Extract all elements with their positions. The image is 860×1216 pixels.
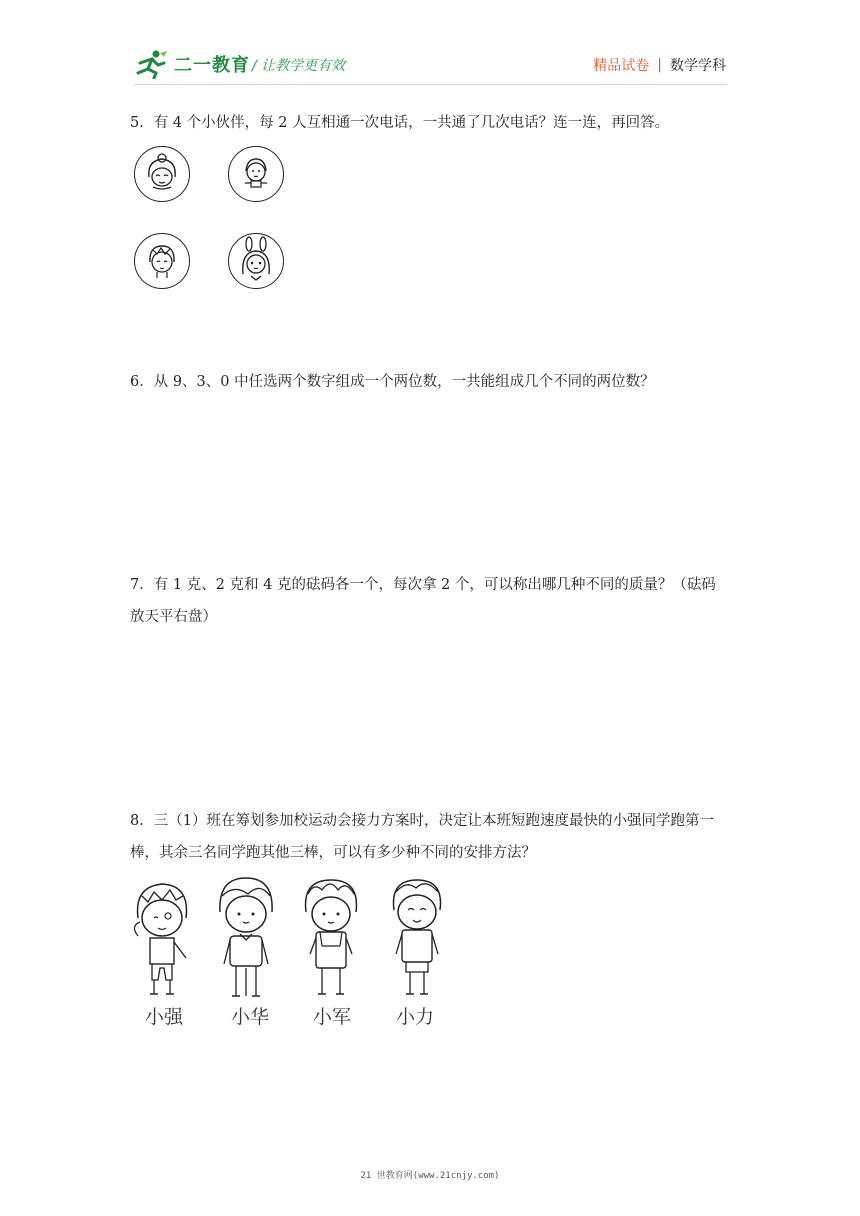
runner-logo-icon: [134, 49, 168, 79]
kid-name-xiaohua: 小华: [231, 1006, 270, 1028]
boy-face-icon: [229, 147, 283, 201]
kid-xiaojun: [300, 876, 362, 1004]
question-6: 6．从 9、3、0 中任选两个数字组成一个两位数，一共能组成几个不同的两位数？: [130, 374, 655, 390]
page-footer: 21 世教育网(www.21cnjy.com): [360, 1171, 500, 1181]
kid-name-xiaojun: 小军: [313, 1006, 352, 1028]
boy-figure-icon: [386, 876, 448, 1000]
kid-xiaohua: [214, 872, 278, 1004]
kid-name-xiaoqiang: 小强: [145, 1006, 184, 1028]
header-subject: 数学学科: [670, 58, 726, 74]
friend-circle-girl-1[interactable]: [134, 146, 190, 202]
friend-circle-boy-1[interactable]: [228, 146, 284, 202]
boy-figure-icon: [128, 878, 198, 1000]
question-5: 5．有 4 个小伙伴，每 2 人互相通一次电话，一共通了几次电话？连一连，再回答。: [130, 115, 670, 131]
header-divider: [134, 84, 726, 85]
girl-face-icon: [135, 147, 189, 201]
boy-face-icon: [135, 234, 189, 288]
kid-name-xiaoli: 小力: [396, 1006, 435, 1028]
logo: [134, 48, 250, 80]
kid-xiaoqiang: [128, 878, 198, 1004]
page-header: [134, 44, 726, 82]
friend-circle-girl-2[interactable]: [228, 233, 284, 289]
header-right: [593, 55, 726, 75]
boy-figure-icon: [300, 876, 362, 1000]
kid-xiaoli: [386, 876, 448, 1004]
slogan: / 让教学更有效: [252, 58, 346, 74]
logo-text: 二一教育: [174, 55, 250, 76]
header-separator: |: [657, 57, 662, 73]
question-8: 8．三（1）班在筹划参加校运动会接力方案时，决定让本班短跑速度最快的小强同学跑第一棒，其余三名同学跑其他三棒，可以有多少种不同的安排方法？: [130, 813, 714, 861]
bunny-girl-face-icon: [229, 234, 283, 288]
boy-figure-icon: [214, 872, 278, 1000]
friend-circle-boy-2[interactable]: [134, 233, 190, 289]
header-tag: 精品试卷: [593, 58, 650, 74]
question-7: 7．有 1 克、2 克和 4 克的砝码各一个，每次拿 2 个，可以称出哪几种不同的质量？（砝码放天平右盘）: [130, 577, 716, 625]
